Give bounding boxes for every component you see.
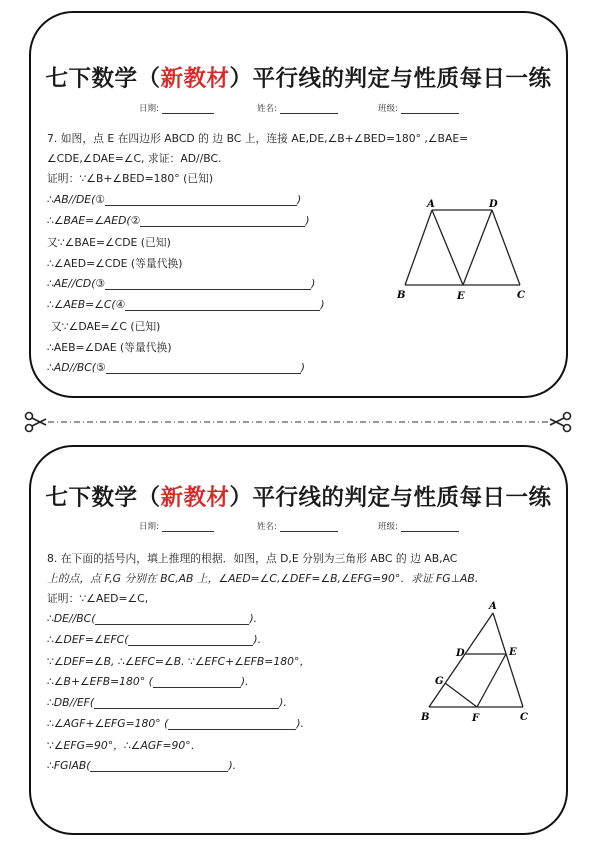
question-line-2: 上的点，点 F,G 分别在 BC,AB 上，∠AED=∠C,∠DEF=∠B,∠EFG=90°．求证 FG⊥AB. xyxy=(47,572,479,585)
proof-step-7: ∴∠AEB=∠C(④ ) xyxy=(47,298,325,311)
worksheet-title: 七下数学（新教材）平行线的判定与性质每日一练 xyxy=(45,485,552,511)
label-B: B xyxy=(421,712,430,723)
label-D: D xyxy=(489,199,498,210)
label-B: B xyxy=(397,290,406,301)
label-A: A xyxy=(427,199,435,210)
question-line-1: 8. 在下面的括号内，填上推理的根据．如图，点 D,E 分别为三角形 ABC 的 边 AB,AC xyxy=(47,552,458,565)
date-field[interactable]: 日期: xyxy=(139,102,214,114)
question-line-2: ∠CDE,∠DAE=∠C, 求证：AD//BC. xyxy=(47,152,222,165)
proof-step-7: ∴∠AGF+∠EFG=180° ( ). xyxy=(47,717,304,730)
worksheet-title: 七下数学（新教材）平行线的判定与性质每日一练 xyxy=(45,66,552,92)
name-field[interactable]: 姓名: xyxy=(257,102,338,114)
proof-step-4: ∵∠DEF=∠B, ∴∠EFC=∠B. ∵∠EFC+∠EFB=180°， xyxy=(47,655,311,668)
title-highlight: 新教材 xyxy=(160,485,230,511)
answer-blank-4[interactable] xyxy=(125,300,320,311)
class-field[interactable]: 班级: xyxy=(378,520,459,532)
proof-step-6: ∴DB//EF( ). xyxy=(47,696,287,709)
proof-step-3: ∴∠DEF=∠EFC( ). xyxy=(47,633,262,646)
label-C: C xyxy=(520,712,528,723)
label-A: A xyxy=(489,601,497,612)
quadrilateral-figure xyxy=(391,198,541,313)
triangle-figure xyxy=(419,597,539,727)
scissors-icon xyxy=(550,413,571,432)
answer-blank-5[interactable] xyxy=(168,719,296,730)
proof-step-10: ∴AD//BC(⑤ ) xyxy=(47,361,305,374)
answer-blank-2[interactable] xyxy=(128,635,253,646)
answer-blank-2[interactable] xyxy=(140,216,305,227)
answer-blank-5[interactable] xyxy=(106,363,301,374)
proof-step-9: ∴FGlAB( ). xyxy=(47,759,237,772)
label-E: E xyxy=(457,291,465,302)
proof-step-1: 证明：∵∠B+∠BED=180° (已知) xyxy=(47,172,214,185)
worksheet-card-2 xyxy=(29,445,568,835)
answer-blank-1[interactable] xyxy=(95,614,249,625)
proof-step-9: ∴AEB=∠DAE (等量代换) xyxy=(47,341,172,354)
proof-step-3: ∴∠BAE=∠AED(② ) xyxy=(47,214,310,227)
proof-step-1: 证明：∵∠AED=∠C, xyxy=(47,592,149,605)
answer-blank-4[interactable] xyxy=(94,698,279,709)
answer-blank-3[interactable] xyxy=(153,677,241,688)
proof-step-6: ∴AE//CD(③ ) xyxy=(47,277,316,290)
cut-line-separator xyxy=(22,411,574,433)
proof-step-8: ∵∠EFG=90°，∴∠AGF=90°． xyxy=(47,739,202,752)
label-F: F xyxy=(472,713,480,724)
name-field[interactable]: 姓名: xyxy=(257,520,338,532)
worksheet-card-1 xyxy=(29,11,568,398)
proof-step-4: 又∵∠BAE=∠CDE (已知) xyxy=(47,236,171,249)
label-D: D xyxy=(456,648,465,659)
answer-blank-3[interactable] xyxy=(105,279,311,290)
proof-step-5: ∴∠B+∠EFB=180° ( ). xyxy=(47,675,249,688)
label-E: E xyxy=(509,647,517,658)
proof-step-8: 又∵∠DAE=∠C (已知) xyxy=(51,320,161,333)
date-field[interactable]: 日期: xyxy=(139,520,214,532)
title-highlight: 新教材 xyxy=(160,66,230,92)
label-G: G xyxy=(435,676,444,687)
question-line-1: 7. 如图，点 E 在四边形 ABCD 的 边 BC 上，连接 AE,DE,∠B+∠BED=180° ,∠BAE= xyxy=(47,132,469,145)
answer-blank-6[interactable] xyxy=(90,761,228,772)
proof-step-2: ∴DE//BC( ). xyxy=(47,612,258,625)
label-C: C xyxy=(517,290,525,301)
answer-blank-1[interactable] xyxy=(105,195,297,206)
proof-step-2: ∴AB//DE(① ) xyxy=(47,193,302,206)
proof-step-5: ∴∠AED=∠CDE (等量代换) xyxy=(47,257,183,270)
class-field[interactable]: 班级: xyxy=(378,102,459,114)
scissors-icon xyxy=(26,413,47,432)
